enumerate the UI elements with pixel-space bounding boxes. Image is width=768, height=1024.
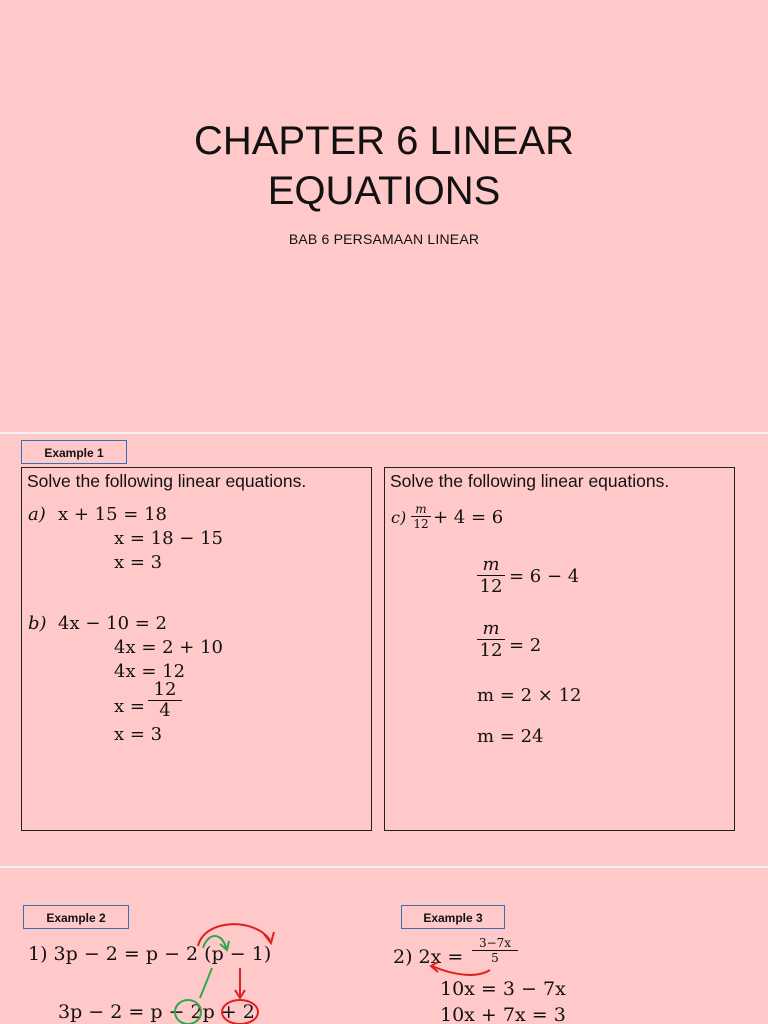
step-1-numerator: m <box>482 554 500 575</box>
part-c-equation-rest: + 4 = 6 <box>433 507 504 528</box>
step-2-fraction <box>477 618 505 661</box>
part-a-label: a) <box>28 504 46 525</box>
part-c-fraction <box>411 502 431 531</box>
green-guide-line <box>200 968 212 998</box>
step-2-numerator: m <box>482 618 500 639</box>
example-1-slide <box>0 434 768 866</box>
part-c-numerator: m <box>415 502 427 516</box>
green-circle <box>175 1000 201 1024</box>
example-2-3-slide <box>0 868 768 1024</box>
step-1-denominator: 12 <box>479 576 503 597</box>
part-a-equation: x + 15 = 18 <box>58 504 168 525</box>
part-b-label: b) <box>28 613 47 634</box>
step-2-rest: = 2 <box>509 635 542 656</box>
left-solution-box <box>21 467 372 831</box>
step-2-denominator: 12 <box>479 640 503 661</box>
part-b-equation: 4x − 10 = 2 <box>58 613 168 634</box>
red-distribution-arc <box>198 924 270 946</box>
part-b-fraction-denominator: 4 <box>159 700 171 721</box>
slide-title <box>0 116 768 216</box>
part-b-fraction-numerator: 12 <box>153 679 177 700</box>
part-b-step-2: 4x = 12 <box>114 661 186 682</box>
red-circle <box>222 1000 258 1024</box>
right-solution-box <box>384 467 735 831</box>
question-2-step-2: 10x + 7x = 3 <box>440 1004 566 1024</box>
question-2-step-1: 10x = 3 − 7x <box>440 978 566 1000</box>
red-multiply-arrow <box>432 966 490 975</box>
handwritten-annotations <box>0 868 768 1024</box>
part-c-label: c) <box>391 508 407 527</box>
question-1-step-1: 3p − 2 = p − 2p + 2 <box>58 1001 255 1023</box>
left-box-heading: Solve the following linear equations. <box>27 471 307 491</box>
question-2-numerator: 3−7x <box>478 936 512 950</box>
right-box-heading: Solve the following linear equations. <box>390 471 670 491</box>
slide-title-line-2: EQUATIONS <box>267 169 501 213</box>
part-b-fraction <box>148 680 182 721</box>
part-b-fraction-lhs: x = <box>114 696 145 717</box>
step-1-fraction <box>477 554 505 597</box>
slide-subtitle: BAB 6 PERSAMAAN LINEAR <box>288 231 480 247</box>
question-2-label: 2) 2x = <box>393 946 464 968</box>
part-a-step-1: x = 18 − 15 <box>114 528 224 549</box>
step-1-rest: = 6 − 4 <box>509 566 580 587</box>
part-b-answer: x = 3 <box>114 724 163 745</box>
question-2-denominator: 5 <box>491 951 499 965</box>
example-1-tag: Example 1 <box>21 440 127 464</box>
example-2-tag: Example 2 <box>23 905 129 929</box>
step-3: m = 2 × 12 <box>477 685 582 706</box>
step-4-answer: m = 24 <box>477 726 544 747</box>
part-a-step-2: x = 3 <box>114 552 163 573</box>
title-slide <box>0 0 768 432</box>
part-c-denominator: 12 <box>413 517 429 531</box>
part-b-step-1: 4x = 2 + 10 <box>114 637 224 658</box>
slide-title-line-1: CHAPTER 6 LINEAR <box>193 119 575 163</box>
question-1-equation: 1) 3p − 2 = p − 2 (p − 1) <box>28 943 272 965</box>
example-3-tag: Example 3 <box>401 905 505 929</box>
